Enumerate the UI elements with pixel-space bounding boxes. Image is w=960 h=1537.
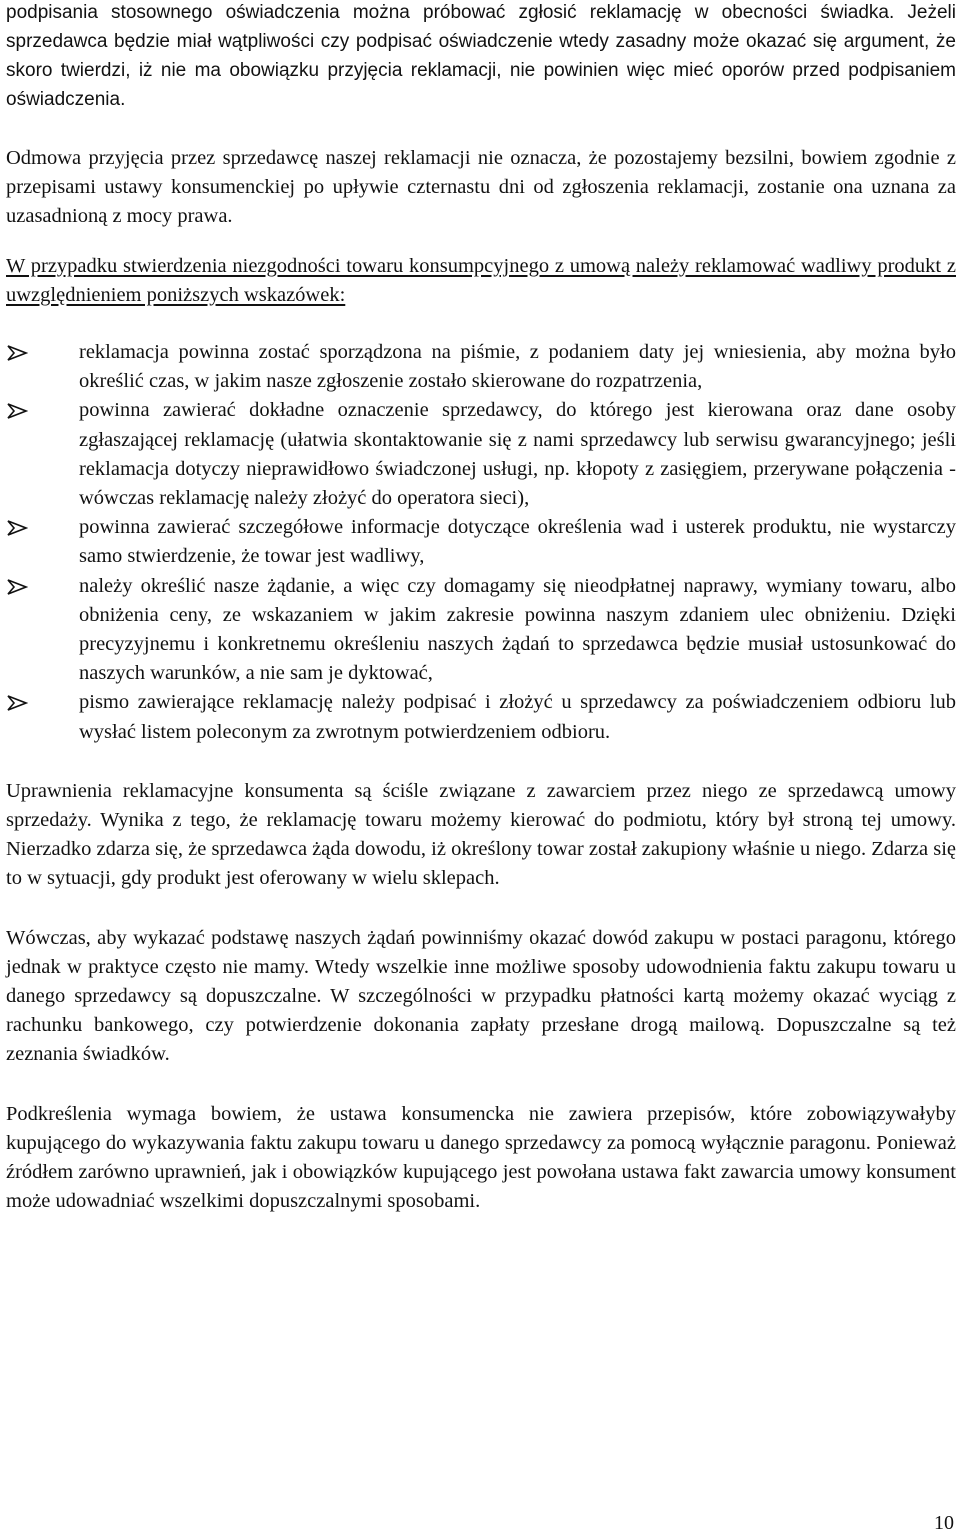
arrowhead-bullet-icon: [6, 578, 28, 596]
paragraph-podkreslenia: Podkreślenia wymaga bowiem, że ustawa konsumencka nie zawiera przepisów, które zobowiązywałyby kupującego do wykazywania faktu zakupu towaru u danego sprzedawcy za pomocą wyłącznie paragonu. Ponieważ źródłem zarówno uprawnień, jak i obowiązków kupującego jest powołana ustawa fakt zawarcia umowy konsument może udowadniać wszelkimi dopuszczalnymi sposobami.: [6, 1102, 956, 1213]
arrowhead-bullet-icon: [6, 519, 28, 537]
list-item-text: należy określić nasze żądanie, a więc czy domagamy się nieodpłatnej naprawy, wymiany towaru, albo obniżenia ceny, ze wskazaniem w jakim zakresie powinna naszym zdaniem ulec obniżeniu. Dzięki precyzyjnemu i konkretnemu określeniu naszych żądań to sprzedawca będzie musiał ustosunkować do naszych warunków, a nie sam je dyktować,: [79, 574, 956, 685]
list-item-text: pismo zawierające reklamację należy podpisać i złożyć u sprzedawcy za poświadczeniem odbioru lub wysłać listem poleconym za zwrotnym potwierdzeniem odbioru.: [79, 691, 956, 743]
list-item: [6, 572, 956, 689]
list-item-text: powinna zawierać dokładne oznaczenie sprzedawcy, do którego jest kierowana oraz dane osoby zgłaszającej reklamację (ułatwia skontaktowanie się z nami sprzedawcy lub serwisu gwarancyjnego; jeśli reklamacja dotyczy nieprawidłowo świadczonej usługi, np. kłopoty z zasięgiem, przerywane połączenia - wówczas reklamację należy złożyć do operatora sieci),: [79, 399, 956, 510]
list-item-text: powinna zawierać szczegółowe informacje dotyczące określenia wad i usterek produktu, nie wystarczy samo stwierdzenie, że towar jest wadliwy,: [79, 516, 956, 568]
list-item-text: reklamacja powinna zostać sporządzona na piśmie, z podaniem daty jej wniesienia, aby można było określić czas, w jakim nasze zgłoszenie zostało skierowane do rozpatrzenia,: [79, 341, 956, 393]
document-page: [6, 0, 956, 1217]
paragraph-intro: podpisania stosownego oświadczenia można próbować zgłosić reklamację w obecności świadka. Jeżeli sprzedawca będzie miał wątpliwości czy podpisać oświadczenie wtedy zasadny może okazać się argument, że skoro twierdzi, iż nie ma obowiązku przyjęcia reklamacji, nie powinien więc mieć oporów przed podpisaniem oświadczenia.: [6, 2, 956, 110]
list-item: [6, 338, 956, 396]
arrowhead-bullet-icon: [6, 344, 28, 362]
list-item: [6, 688, 956, 746]
paragraph-wowczas: Wówczas, aby wykazać podstawę naszych żądań powinniśmy okazać dowód zakupu w postaci paragonu, którego jednak w praktyce często nie mamy. Wtedy wszelkie inne możliwe sposoby udowodnienia faktu zakupu towaru u danego sprzedawcy są dopuszczalne. W szczególności w przypadku płatności kartą możemy okazać wyciąg z rachunku bankowego, czy potwierdzenie dokonania zapłaty przesłane drogą mailową. Dopuszczalne są też zeznania świadków.: [6, 926, 956, 1066]
guidelines-list: [6, 338, 956, 747]
list-item: [6, 396, 956, 513]
paragraph-w-przypadku: W przypadku stwierdzenia niezgodności towaru konsumpcyjnego z umową należy reklamować wadliwy produkt z uwzględnieniem poniższych wskazówek:: [6, 254, 956, 306]
arrowhead-bullet-icon: [6, 694, 28, 712]
paragraph-uprawnienia: Uprawnienia reklamacyjne konsumenta są ściśle związane z zawarciem przez niego ze sprzedawcą umowy sprzedaży. Wynika z tego, że reklamację towaru możemy kierować do podmiotu, który był stroną tej umowy. Nierzadko zdarza się, że sprzedawca żąda dowodu, iż określony towar został zakupiony właśnie u niego. Zdarza się to w sytuacji, gdy produkt jest oferowany w wielu sklepach.: [6, 779, 957, 890]
page-number: 10: [934, 1512, 954, 1534]
arrowhead-bullet-icon: [6, 402, 28, 420]
paragraph-odmowa: Odmowa przyjęcia przez sprzedawcę naszej reklamacji nie oznacza, że pozostajemy bezsilni, bowiem zgodnie z przepisami ustawy konsumenckiej po upływie czternastu dni od zgłoszenia reklamacji, zostanie ona uznana za uzasadnioną z mocy prawa.: [6, 147, 956, 228]
list-item: [6, 513, 956, 571]
